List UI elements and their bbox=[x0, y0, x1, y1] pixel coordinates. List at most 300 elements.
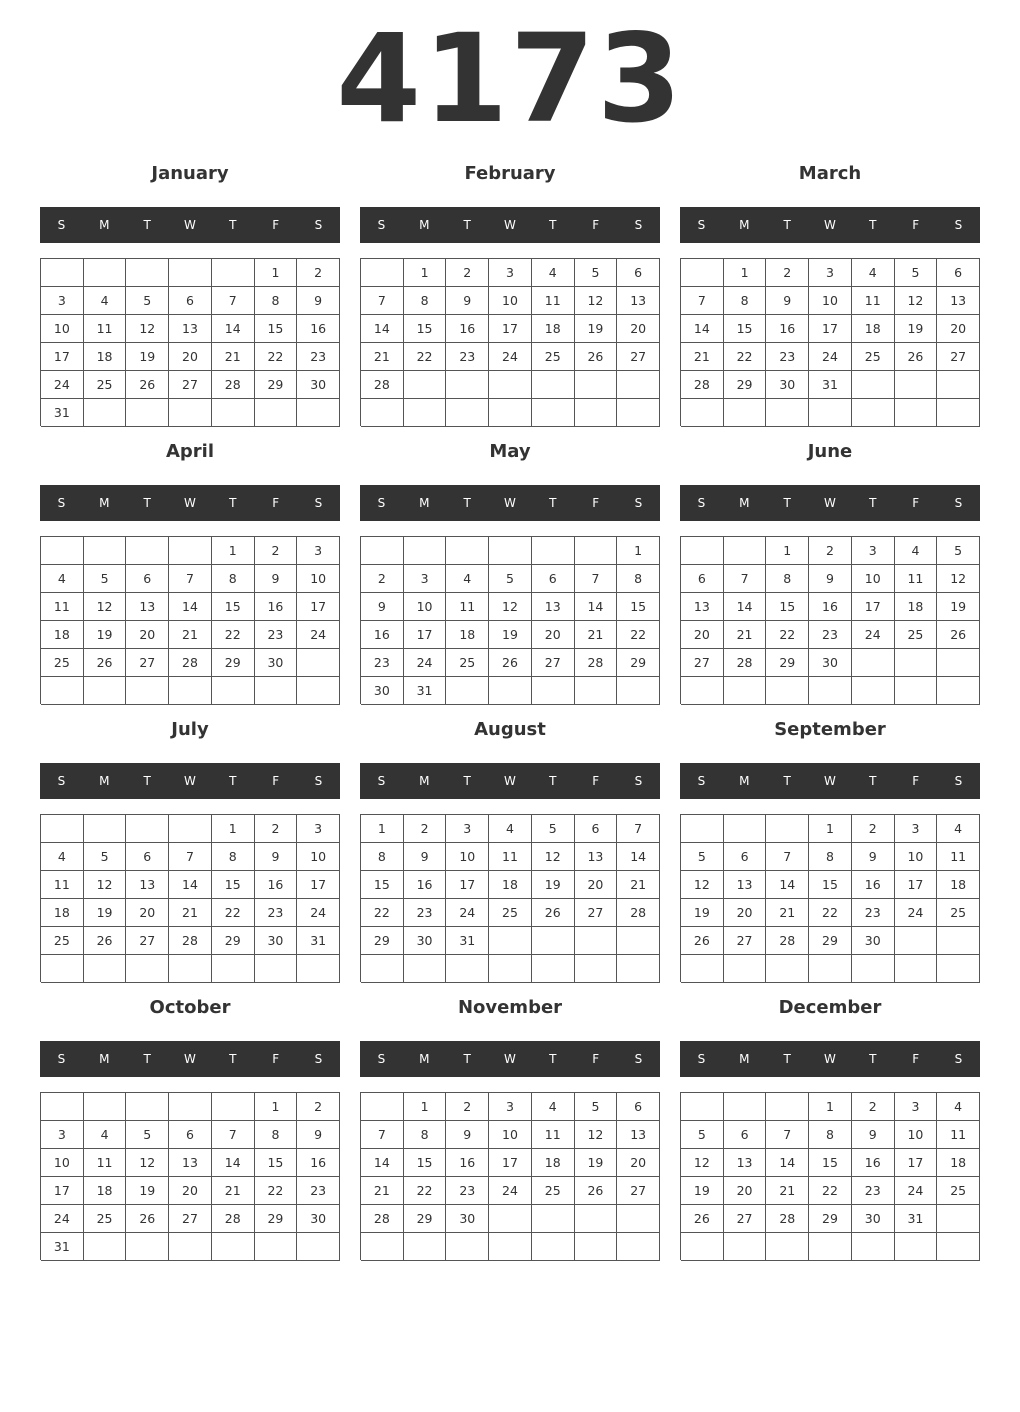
day-cell: 12 bbox=[575, 287, 618, 315]
day-cell: 11 bbox=[84, 315, 127, 343]
day-cell: 10 bbox=[852, 565, 895, 593]
empty-cell bbox=[84, 677, 127, 705]
day-cell: 10 bbox=[404, 593, 447, 621]
day-cell: 17 bbox=[297, 871, 340, 899]
empty-cell bbox=[297, 955, 340, 983]
weekday-label: T bbox=[463, 774, 471, 788]
day-cell: 2 bbox=[255, 815, 298, 843]
empty-cell bbox=[575, 1233, 618, 1261]
empty-cell bbox=[126, 1093, 169, 1121]
day-cell: 24 bbox=[852, 621, 895, 649]
day-cell: 19 bbox=[681, 899, 724, 927]
empty-cell bbox=[809, 399, 852, 427]
empty-cell bbox=[361, 399, 404, 427]
empty-cell bbox=[681, 1233, 724, 1261]
day-cell: 29 bbox=[361, 927, 404, 955]
day-cell: 24 bbox=[489, 1177, 532, 1205]
empty-cell bbox=[575, 927, 618, 955]
weekday-label: T bbox=[463, 496, 471, 510]
weekday-label: F bbox=[272, 496, 280, 510]
day-cell: 24 bbox=[446, 899, 489, 927]
day-cell: 29 bbox=[766, 649, 809, 677]
weekday-label: S bbox=[697, 496, 706, 510]
weekday-label: T bbox=[229, 496, 237, 510]
day-cell: 30 bbox=[766, 371, 809, 399]
empty-cell bbox=[681, 259, 724, 287]
day-cell: 10 bbox=[489, 1121, 532, 1149]
day-cell: 19 bbox=[575, 1149, 618, 1177]
day-cell: 30 bbox=[404, 927, 447, 955]
empty-cell bbox=[617, 677, 660, 705]
day-cell: 8 bbox=[255, 287, 298, 315]
day-cell: 4 bbox=[489, 815, 532, 843]
weekday-label: W bbox=[184, 774, 196, 788]
day-cell: 21 bbox=[212, 1177, 255, 1205]
empty-cell bbox=[126, 1233, 169, 1261]
day-cell: 16 bbox=[446, 315, 489, 343]
day-cell: 13 bbox=[724, 1149, 767, 1177]
day-cell: 24 bbox=[297, 621, 340, 649]
day-cell: 20 bbox=[724, 1177, 767, 1205]
empty-cell bbox=[937, 1205, 980, 1233]
weekday-header bbox=[40, 485, 340, 521]
empty-cell bbox=[895, 399, 938, 427]
weekday-label: S bbox=[57, 218, 66, 232]
day-cell: 5 bbox=[489, 565, 532, 593]
day-cell: 26 bbox=[84, 649, 127, 677]
day-cell: 12 bbox=[895, 287, 938, 315]
empty-cell bbox=[766, 1093, 809, 1121]
empty-cell bbox=[361, 1093, 404, 1121]
day-grid bbox=[360, 814, 660, 982]
day-cell: 16 bbox=[255, 871, 298, 899]
day-cell: 16 bbox=[297, 1149, 340, 1177]
day-cell: 2 bbox=[255, 537, 298, 565]
empty-cell bbox=[255, 677, 298, 705]
empty-cell bbox=[169, 399, 212, 427]
day-cell: 17 bbox=[41, 343, 84, 371]
day-cell: 23 bbox=[446, 1177, 489, 1205]
day-cell: 10 bbox=[809, 287, 852, 315]
day-cell: 4 bbox=[446, 565, 489, 593]
day-cell: 10 bbox=[895, 843, 938, 871]
empty-cell bbox=[617, 1205, 660, 1233]
day-grid bbox=[40, 536, 340, 704]
day-cell: 30 bbox=[297, 1205, 340, 1233]
day-cell: 6 bbox=[532, 565, 575, 593]
day-cell: 11 bbox=[937, 843, 980, 871]
day-cell: 7 bbox=[766, 1121, 809, 1149]
empty-cell bbox=[489, 1233, 532, 1261]
month-title: February bbox=[464, 163, 556, 184]
day-cell: 12 bbox=[681, 871, 724, 899]
empty-cell bbox=[446, 399, 489, 427]
day-cell: 22 bbox=[255, 1177, 298, 1205]
day-cell: 20 bbox=[126, 899, 169, 927]
day-cell: 3 bbox=[809, 259, 852, 287]
day-cell: 21 bbox=[681, 343, 724, 371]
day-cell: 6 bbox=[937, 259, 980, 287]
day-cell: 4 bbox=[852, 259, 895, 287]
day-cell: 12 bbox=[489, 593, 532, 621]
day-cell: 10 bbox=[489, 287, 532, 315]
empty-cell bbox=[895, 927, 938, 955]
empty-cell bbox=[84, 1093, 127, 1121]
empty-cell bbox=[446, 677, 489, 705]
day-cell: 1 bbox=[361, 815, 404, 843]
empty-cell bbox=[489, 1205, 532, 1233]
day-cell: 14 bbox=[724, 593, 767, 621]
empty-cell bbox=[575, 537, 618, 565]
day-cell: 14 bbox=[575, 593, 618, 621]
day-cell: 3 bbox=[297, 537, 340, 565]
day-cell: 9 bbox=[766, 287, 809, 315]
empty-cell bbox=[41, 815, 84, 843]
empty-cell bbox=[255, 399, 298, 427]
empty-cell bbox=[489, 927, 532, 955]
day-cell: 5 bbox=[84, 565, 127, 593]
day-cell: 15 bbox=[617, 593, 660, 621]
empty-cell bbox=[169, 677, 212, 705]
month-title: April bbox=[165, 441, 215, 462]
weekday-label: F bbox=[272, 1052, 280, 1066]
day-cell: 17 bbox=[489, 1149, 532, 1177]
day-cell: 15 bbox=[255, 1149, 298, 1177]
day-cell: 15 bbox=[404, 1149, 447, 1177]
day-cell: 1 bbox=[809, 815, 852, 843]
day-cell: 13 bbox=[575, 843, 618, 871]
month-title: October bbox=[149, 997, 231, 1018]
day-cell: 6 bbox=[724, 1121, 767, 1149]
day-cell: 25 bbox=[852, 343, 895, 371]
weekday-label: T bbox=[783, 218, 791, 232]
empty-cell bbox=[617, 927, 660, 955]
day-cell: 8 bbox=[212, 565, 255, 593]
day-cell: 12 bbox=[575, 1121, 618, 1149]
day-cell: 6 bbox=[681, 565, 724, 593]
empty-cell bbox=[212, 677, 255, 705]
day-cell: 25 bbox=[937, 1177, 980, 1205]
day-cell: 23 bbox=[852, 1177, 895, 1205]
weekday-label: T bbox=[783, 1052, 791, 1066]
weekday-label: T bbox=[549, 218, 557, 232]
day-cell: 26 bbox=[489, 649, 532, 677]
empty-cell bbox=[169, 815, 212, 843]
day-cell: 11 bbox=[852, 287, 895, 315]
day-cell: 2 bbox=[446, 259, 489, 287]
day-cell: 1 bbox=[809, 1093, 852, 1121]
day-cell: 25 bbox=[41, 927, 84, 955]
day-cell: 1 bbox=[255, 1093, 298, 1121]
empty-cell bbox=[41, 955, 84, 983]
empty-cell bbox=[681, 677, 724, 705]
empty-cell bbox=[617, 955, 660, 983]
day-cell: 22 bbox=[766, 621, 809, 649]
empty-cell bbox=[212, 1233, 255, 1261]
empty-cell bbox=[895, 649, 938, 677]
day-cell: 4 bbox=[41, 843, 84, 871]
empty-cell bbox=[489, 371, 532, 399]
weekday-label: S bbox=[57, 496, 66, 510]
day-cell: 11 bbox=[41, 593, 84, 621]
weekday-header bbox=[40, 207, 340, 243]
day-cell: 13 bbox=[532, 593, 575, 621]
day-cell: 28 bbox=[617, 899, 660, 927]
empty-cell bbox=[852, 649, 895, 677]
empty-cell bbox=[532, 537, 575, 565]
empty-cell bbox=[297, 399, 340, 427]
day-cell: 14 bbox=[212, 315, 255, 343]
day-cell: 12 bbox=[126, 1149, 169, 1177]
day-cell: 22 bbox=[724, 343, 767, 371]
day-cell: 21 bbox=[169, 621, 212, 649]
day-cell: 23 bbox=[255, 899, 298, 927]
day-cell: 20 bbox=[169, 1177, 212, 1205]
empty-cell bbox=[766, 955, 809, 983]
empty-cell bbox=[532, 955, 575, 983]
day-cell: 29 bbox=[255, 371, 298, 399]
empty-cell bbox=[489, 399, 532, 427]
day-cell: 5 bbox=[575, 1093, 618, 1121]
empty-cell bbox=[446, 371, 489, 399]
empty-cell bbox=[446, 955, 489, 983]
day-cell: 23 bbox=[297, 1177, 340, 1205]
day-cell: 21 bbox=[169, 899, 212, 927]
empty-cell bbox=[937, 927, 980, 955]
empty-cell bbox=[575, 399, 618, 427]
weekday-label: S bbox=[377, 496, 386, 510]
day-cell: 14 bbox=[169, 593, 212, 621]
day-cell: 27 bbox=[937, 343, 980, 371]
day-cell: 28 bbox=[212, 371, 255, 399]
empty-cell bbox=[575, 1205, 618, 1233]
day-cell: 17 bbox=[297, 593, 340, 621]
day-cell: 20 bbox=[617, 315, 660, 343]
day-cell: 25 bbox=[446, 649, 489, 677]
day-cell: 16 bbox=[297, 315, 340, 343]
empty-cell bbox=[852, 399, 895, 427]
weekday-label: S bbox=[314, 774, 323, 788]
weekday-label: M bbox=[99, 1052, 110, 1066]
day-cell: 16 bbox=[404, 871, 447, 899]
day-cell: 8 bbox=[809, 1121, 852, 1149]
empty-cell bbox=[617, 1233, 660, 1261]
day-cell: 26 bbox=[681, 1205, 724, 1233]
day-cell: 28 bbox=[766, 1205, 809, 1233]
day-cell: 18 bbox=[895, 593, 938, 621]
day-cell: 17 bbox=[41, 1177, 84, 1205]
day-cell: 3 bbox=[41, 287, 84, 315]
empty-cell bbox=[852, 1233, 895, 1261]
empty-cell bbox=[41, 677, 84, 705]
day-cell: 5 bbox=[681, 843, 724, 871]
empty-cell bbox=[617, 371, 660, 399]
month-title: September bbox=[774, 719, 886, 740]
day-cell: 19 bbox=[532, 871, 575, 899]
day-cell: 23 bbox=[404, 899, 447, 927]
day-cell: 24 bbox=[41, 371, 84, 399]
weekday-label: M bbox=[99, 496, 110, 510]
day-cell: 17 bbox=[895, 1149, 938, 1177]
empty-cell bbox=[532, 399, 575, 427]
weekday-label: S bbox=[954, 496, 963, 510]
day-cell: 18 bbox=[84, 1177, 127, 1205]
empty-cell bbox=[404, 537, 447, 565]
day-cell: 15 bbox=[212, 593, 255, 621]
day-cell: 17 bbox=[809, 315, 852, 343]
empty-cell bbox=[937, 677, 980, 705]
day-cell: 27 bbox=[532, 649, 575, 677]
day-cell: 26 bbox=[126, 371, 169, 399]
weekday-label: W bbox=[504, 218, 516, 232]
day-cell: 2 bbox=[766, 259, 809, 287]
day-cell: 7 bbox=[766, 843, 809, 871]
day-cell: 12 bbox=[84, 593, 127, 621]
empty-cell bbox=[489, 677, 532, 705]
day-cell: 31 bbox=[404, 677, 447, 705]
month-title: November bbox=[457, 997, 563, 1018]
day-cell: 21 bbox=[361, 1177, 404, 1205]
day-cell: 4 bbox=[532, 259, 575, 287]
day-cell: 14 bbox=[766, 1149, 809, 1177]
day-cell: 4 bbox=[937, 1093, 980, 1121]
day-cell: 2 bbox=[809, 537, 852, 565]
weekday-label: T bbox=[229, 218, 237, 232]
day-cell: 18 bbox=[446, 621, 489, 649]
day-cell: 1 bbox=[766, 537, 809, 565]
weekday-label: W bbox=[184, 1052, 196, 1066]
day-cell: 5 bbox=[532, 815, 575, 843]
day-cell: 8 bbox=[404, 1121, 447, 1149]
day-cell: 1 bbox=[404, 259, 447, 287]
day-cell: 3 bbox=[41, 1121, 84, 1149]
day-cell: 7 bbox=[575, 565, 618, 593]
day-cell: 14 bbox=[766, 871, 809, 899]
day-grid bbox=[360, 258, 660, 426]
empty-cell bbox=[446, 1233, 489, 1261]
day-cell: 23 bbox=[446, 343, 489, 371]
day-cell: 28 bbox=[361, 371, 404, 399]
day-cell: 9 bbox=[361, 593, 404, 621]
day-cell: 17 bbox=[489, 315, 532, 343]
day-cell: 16 bbox=[809, 593, 852, 621]
day-cell: 1 bbox=[404, 1093, 447, 1121]
weekday-label: M bbox=[739, 496, 750, 510]
day-cell: 25 bbox=[84, 371, 127, 399]
day-cell: 30 bbox=[809, 649, 852, 677]
day-cell: 25 bbox=[532, 1177, 575, 1205]
day-cell: 1 bbox=[255, 259, 298, 287]
day-cell: 3 bbox=[489, 1093, 532, 1121]
empty-cell bbox=[617, 399, 660, 427]
day-cell: 30 bbox=[361, 677, 404, 705]
weekday-label: S bbox=[697, 218, 706, 232]
empty-cell bbox=[84, 399, 127, 427]
weekday-label: S bbox=[954, 218, 963, 232]
weekday-label: W bbox=[824, 1052, 836, 1066]
day-cell: 28 bbox=[361, 1205, 404, 1233]
day-cell: 16 bbox=[852, 1149, 895, 1177]
weekday-label: F bbox=[592, 1052, 600, 1066]
empty-cell bbox=[766, 399, 809, 427]
day-cell: 6 bbox=[617, 1093, 660, 1121]
weekday-label: T bbox=[143, 218, 151, 232]
day-cell: 13 bbox=[617, 287, 660, 315]
empty-cell bbox=[126, 955, 169, 983]
day-cell: 3 bbox=[446, 815, 489, 843]
empty-cell bbox=[404, 1233, 447, 1261]
empty-cell bbox=[446, 537, 489, 565]
empty-cell bbox=[84, 537, 127, 565]
empty-cell bbox=[361, 955, 404, 983]
empty-cell bbox=[852, 371, 895, 399]
weekday-label: T bbox=[549, 1052, 557, 1066]
weekday-label: M bbox=[419, 496, 430, 510]
weekday-label: S bbox=[377, 1052, 386, 1066]
day-cell: 24 bbox=[489, 343, 532, 371]
day-cell: 18 bbox=[84, 343, 127, 371]
weekday-label: S bbox=[314, 496, 323, 510]
day-cell: 28 bbox=[724, 649, 767, 677]
empty-cell bbox=[41, 537, 84, 565]
day-cell: 23 bbox=[361, 649, 404, 677]
day-cell: 5 bbox=[126, 287, 169, 315]
day-cell: 27 bbox=[617, 1177, 660, 1205]
empty-cell bbox=[809, 955, 852, 983]
day-cell: 16 bbox=[361, 621, 404, 649]
weekday-header bbox=[40, 763, 340, 799]
day-grid bbox=[680, 536, 980, 704]
day-cell: 24 bbox=[895, 899, 938, 927]
weekday-label: M bbox=[99, 218, 110, 232]
day-cell: 14 bbox=[169, 871, 212, 899]
day-cell: 9 bbox=[297, 1121, 340, 1149]
empty-cell bbox=[766, 1233, 809, 1261]
weekday-label: T bbox=[463, 218, 471, 232]
weekday-label: T bbox=[143, 774, 151, 788]
empty-cell bbox=[937, 1233, 980, 1261]
empty-cell bbox=[84, 259, 127, 287]
day-cell: 29 bbox=[404, 1205, 447, 1233]
day-cell: 18 bbox=[937, 871, 980, 899]
weekday-label: M bbox=[419, 218, 430, 232]
weekday-header bbox=[360, 763, 660, 799]
day-cell: 1 bbox=[724, 259, 767, 287]
empty-cell bbox=[724, 537, 767, 565]
day-cell: 17 bbox=[404, 621, 447, 649]
weekday-label: S bbox=[634, 774, 643, 788]
empty-cell bbox=[361, 537, 404, 565]
empty-cell bbox=[809, 677, 852, 705]
weekday-header bbox=[40, 1041, 340, 1077]
weekday-label: F bbox=[912, 218, 920, 232]
month-title: March bbox=[798, 163, 862, 184]
empty-cell bbox=[212, 1093, 255, 1121]
day-cell: 14 bbox=[617, 843, 660, 871]
empty-cell bbox=[681, 955, 724, 983]
empty-cell bbox=[895, 955, 938, 983]
day-cell: 26 bbox=[575, 343, 618, 371]
day-cell: 5 bbox=[681, 1121, 724, 1149]
day-cell: 14 bbox=[681, 315, 724, 343]
day-cell: 14 bbox=[361, 1149, 404, 1177]
day-cell: 19 bbox=[681, 1177, 724, 1205]
day-cell: 1 bbox=[212, 537, 255, 565]
day-cell: 29 bbox=[617, 649, 660, 677]
empty-cell bbox=[126, 537, 169, 565]
day-cell: 27 bbox=[126, 927, 169, 955]
day-cell: 9 bbox=[446, 287, 489, 315]
